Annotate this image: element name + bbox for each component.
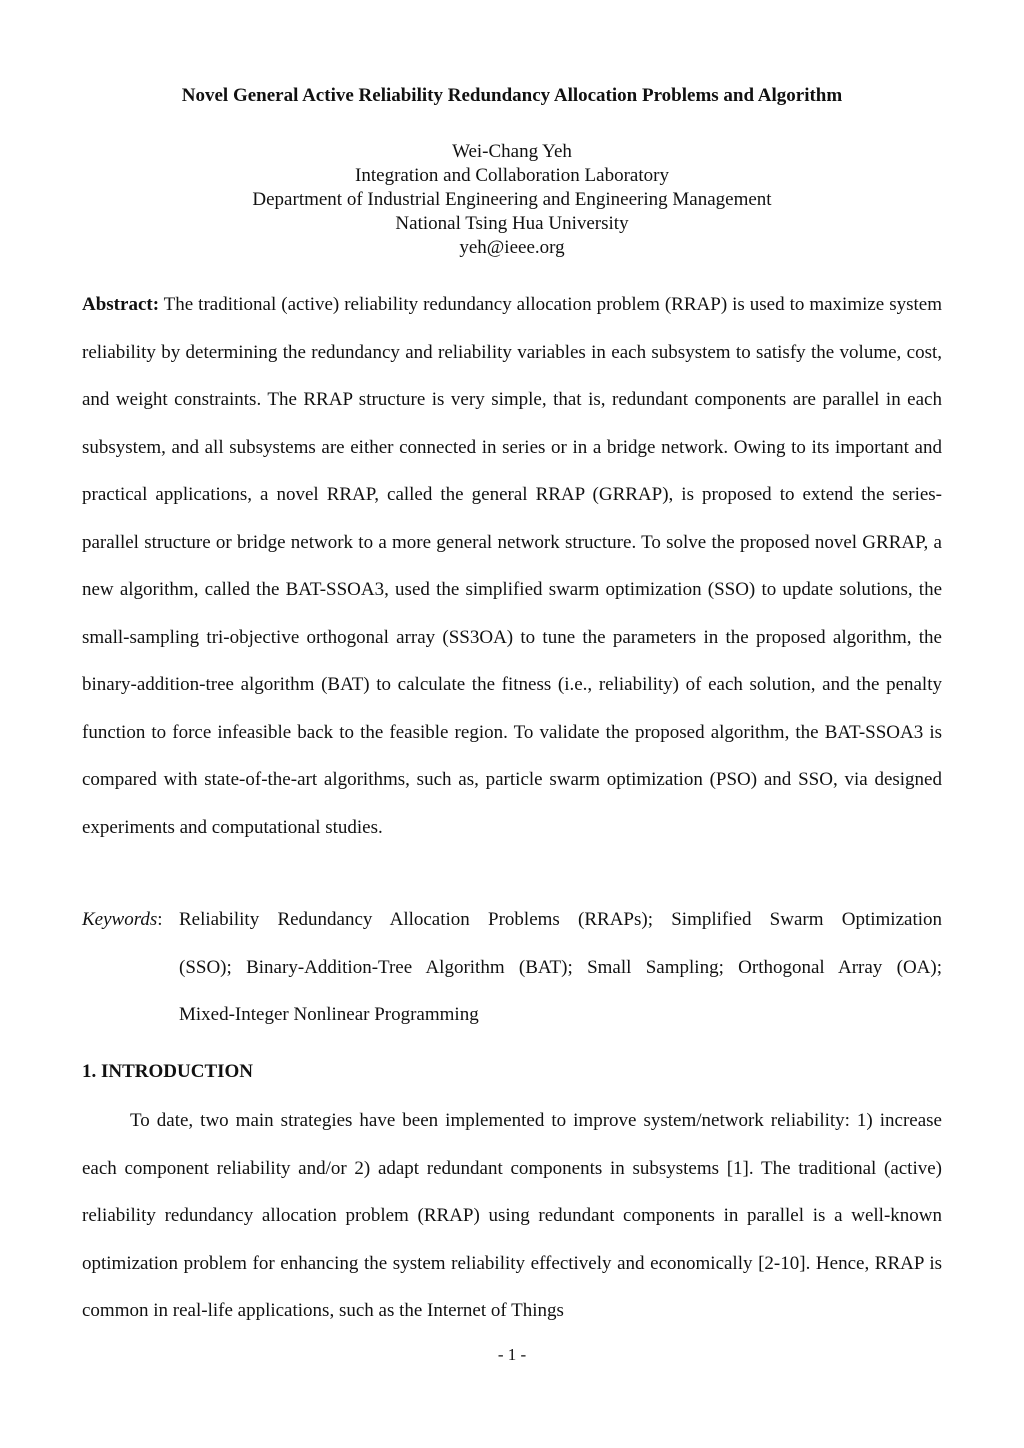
introduction-paragraph: To date, two main strategies have been implemented to improve system/network reliability: 1) increase each component reliability and/or 2) adapt redundant components in subsystems [1]. The traditional (active) reliability redundancy allocation problem (RRAP) using redundant components in parallel is a well-known optimization problem for enhancing the system reliability effectively and economically [2-10]. Hence, RRAP is common in real-life applications, such as the Internet of Things <box>82 1110 942 1321</box>
keywords-label-wrap <box>82 896 163 944</box>
keywords-list <box>179 896 942 1039</box>
author-name: Wei-Chang Yeh <box>452 141 572 162</box>
author-email: yeh@ieee.org <box>459 237 565 258</box>
affiliation-line: Department of Industrial Engineering and Engineering Management <box>252 189 772 210</box>
affiliation-line: Integration and Collaboration Laboratory <box>355 165 669 186</box>
abstract <box>82 281 942 851</box>
keywords-line: Reliability Redundancy Allocation Problems (RRAPs); Simplified Swarm Optimization <box>179 909 942 930</box>
author-block <box>0 140 1024 260</box>
keywords-block <box>82 896 942 1039</box>
keywords-line: Mixed-Integer Nonlinear Programming <box>179 1004 479 1025</box>
page-number: - 1 - <box>497 1345 527 1364</box>
keywords-line: (SSO); Binary-Addition-Tree Algorithm (BAT); Small Sampling; Orthogonal Array (OA); <box>179 956 942 978</box>
abstract-label: Abstract: <box>82 294 160 315</box>
abstract-text: The traditional (active) reliability redundancy allocation problem (RRAP) is used to maximize system reliability by determining the redundancy and reliability variables in each subsystem to satisfy the volume, cost, and weight constraints. The RRAP structure is very simple, that is, redundant components are parallel in each subsystem, and all subsystems are either connected in series or in a bridge network. Owing to its important and practical applications, a novel RRAP, called the general RRAP (GRRAP), is proposed to extend the series-parallel structure or bridge network to a more general network structure. To solve the proposed novel GRRAP, a new algorithm, called the BAT-SSOA3, used the simplified swarm optimization (SSO) to update solutions, the small-sampling tri-objective orthogonal array (SS3OA) to tune the parameters in the proposed algorithm, the binary-addition-tree algorithm (BAT) to calculate the fitness (i.e., reliability) of each solution, and the penalty function to force infeasible back to the feasible region. To validate the proposed algorithm, the BAT-SSOA3 is compared with state-of-the-art algorithms, such as, particle swarm optimization (PSO) and SSO, via designed experiments and computational studies. <box>82 294 942 838</box>
keywords-colon: : <box>157 909 163 930</box>
paper-title: Novel General Active Reliability Redundancy Allocation Problems and Algorithm <box>181 85 843 106</box>
keywords-label: Keywords <box>82 909 158 930</box>
section-heading-introduction: 1. INTRODUCTION <box>82 1061 254 1082</box>
affiliation-line: National Tsing Hua University <box>395 213 629 234</box>
